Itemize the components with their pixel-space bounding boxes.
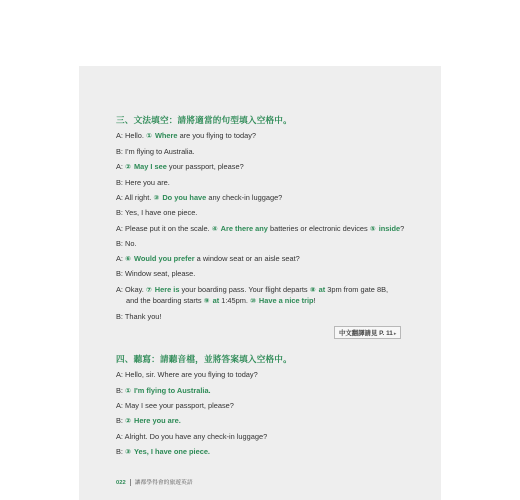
dialogue-line: B: Thank you! xyxy=(116,312,162,321)
dialogue-line: A: Alright. Do you have any check-in luggage? xyxy=(116,432,268,441)
page-footer xyxy=(116,477,193,486)
section-3-heading: 三、文法填空：請將適當的句型填入空格中。 xyxy=(116,115,292,125)
footer-divider xyxy=(130,479,131,486)
dialogue-line: A: May I see your passport, please? xyxy=(116,401,234,410)
dialogue-line: B: Yes, I have one piece. xyxy=(116,208,198,217)
dialogue-line: A: Please put it on the scale. ④ Are there any batteries or electronic devices ⑤ inside? xyxy=(116,224,405,233)
dialogue-line: A: ⑥ Would you prefer a window seat or an aisle seat? xyxy=(116,254,300,263)
dialogue-line: B: Here you are. xyxy=(116,178,170,187)
dialogue-line: B: I'm flying to Australia. xyxy=(116,147,195,156)
dialogue-line: A: All right. ③ Do you have any check-in luggage? xyxy=(116,193,283,202)
dialogue-line: B: ③ Yes, I have one piece. xyxy=(116,447,210,456)
translation-reference-button[interactable]: 中文翻譯請見 P. 11▸ xyxy=(334,326,401,339)
dialogue-line: B: No. xyxy=(116,239,137,248)
book-title: 讓都學得會的旅遊英語 xyxy=(134,480,193,486)
dialogue-line: B: ② Here you are. xyxy=(116,416,181,425)
dialogue-line: A: Okay. ⑦ Here is your boarding pass. Your flight departs ⑧ at 3pm from gate 8B, xyxy=(116,285,389,294)
page-number: 022 xyxy=(116,480,126,486)
dialogue-line: A: Hello. ① Where are you flying to today? xyxy=(116,131,257,140)
dialogue-line: A: Hello, sir. Where are you flying to today? xyxy=(116,370,258,379)
dialogue-line: A: ② May I see your passport, please? xyxy=(116,162,244,171)
dialogue-line: B: ① I'm flying to Australia. xyxy=(116,386,211,395)
section-4-heading: 四、聽寫：請聽音檔，並將答案填入空格中。 xyxy=(116,354,292,364)
dialogue-line: and the boarding starts ⑨ at 1:45pm. ⑩ Have a nice trip! xyxy=(126,296,316,305)
dialogue-line: B: Window seat, please. xyxy=(116,269,196,278)
arrow-right-icon: ▸ xyxy=(393,331,397,337)
